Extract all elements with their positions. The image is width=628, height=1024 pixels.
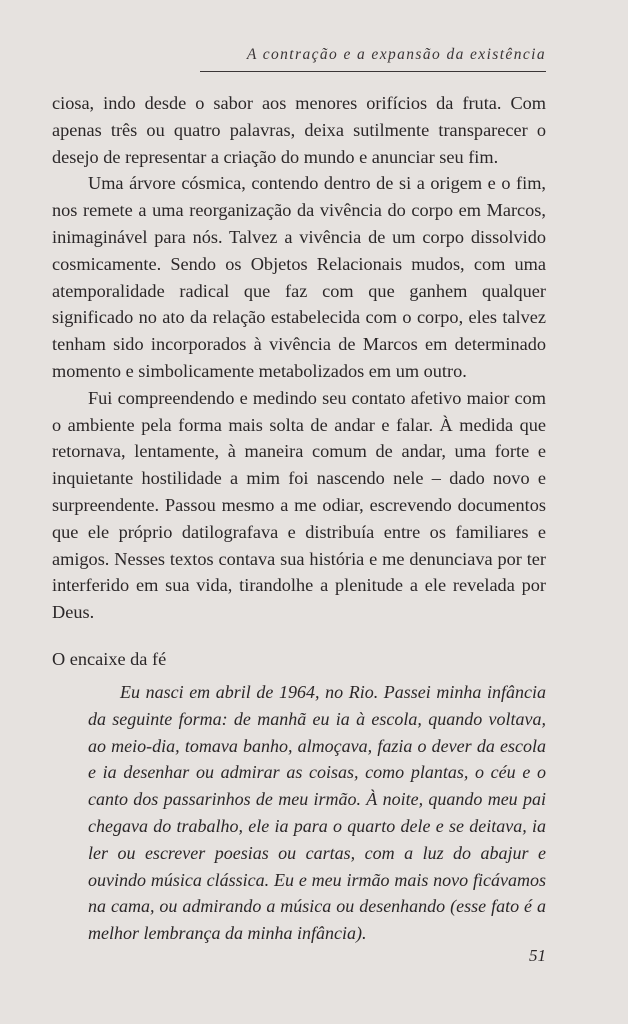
- section-heading: O encaixe da fé: [52, 649, 167, 669]
- body-text: [52, 90, 546, 626]
- paragraph-continuation: ciosa, indo desde o sabor aos menores orifícios da fruta. Com apenas três ou quatro palavras, deixa sutilmente transparecer o desejo de representar a criação do mundo e anunciar seu fim.: [52, 93, 546, 167]
- running-header: A contração e a expansão da existência: [246, 46, 546, 63]
- block-quote: [88, 679, 546, 947]
- page-number: 51: [529, 946, 546, 965]
- paragraph-cosmic-tree: Uma árvore cósmica, contendo dentro de si a origem e o fim, nos remete a uma reorganização da vivência do corpo em Marcos, inimaginável para nós. Talvez a vivência de um corpo dissolvido cosmicamente. Sendo os Objetos Relacionais mudos, com uma atemporalidade radical que faz com que ganhem qualquer significado no ato da relação estabelecida com o corpo, eles talvez tenham sido incorporados à vivência de Marcos em determinado momento e simbolicamente metabolizados em um outro.: [52, 173, 546, 381]
- quote-text: Eu nasci em abril de 1964, no Rio. Passei minha infância da seguinte forma: de manhã eu ia à escola, quando voltava, ao meio-dia, tomava banho, almoçava, fazia o dever da escola e ia desenhar ou admirar as coisas, como plantas, o céu e o canto dos passarinhos de meu irmão. À noite, quando meu pai chegava do trabalho, ele ia para o quarto dele e se deitava, ia ler ou escrever poesias ou cartas, com a luz do abajur e ouvindo música clássica. Eu e meu irmão mais novo ficávamos na cama, ou admirando a música ou desenhando (esse fato é a melhor lembrança da minha infância).: [88, 682, 546, 944]
- header-rule: [200, 71, 546, 72]
- paragraph-hostility: Fui compreendendo e medindo seu contato afetivo maior com o ambiente pela forma mais solta de andar e falar. À medida que retornava, lentamente, à maneira comum de andar, uma forte e inquietante hostilidade a mim foi nascendo nele – dado novo e surpreendente. Passou mesmo a me odiar, escrevendo documentos que ele próprio datilografava e distribuía entre os familiares e amigos. Nesses textos contava sua história e me denunciava por ter interferido em sua vida, tirandolhe a plenitude a ele revelada por Deus.: [52, 387, 546, 623]
